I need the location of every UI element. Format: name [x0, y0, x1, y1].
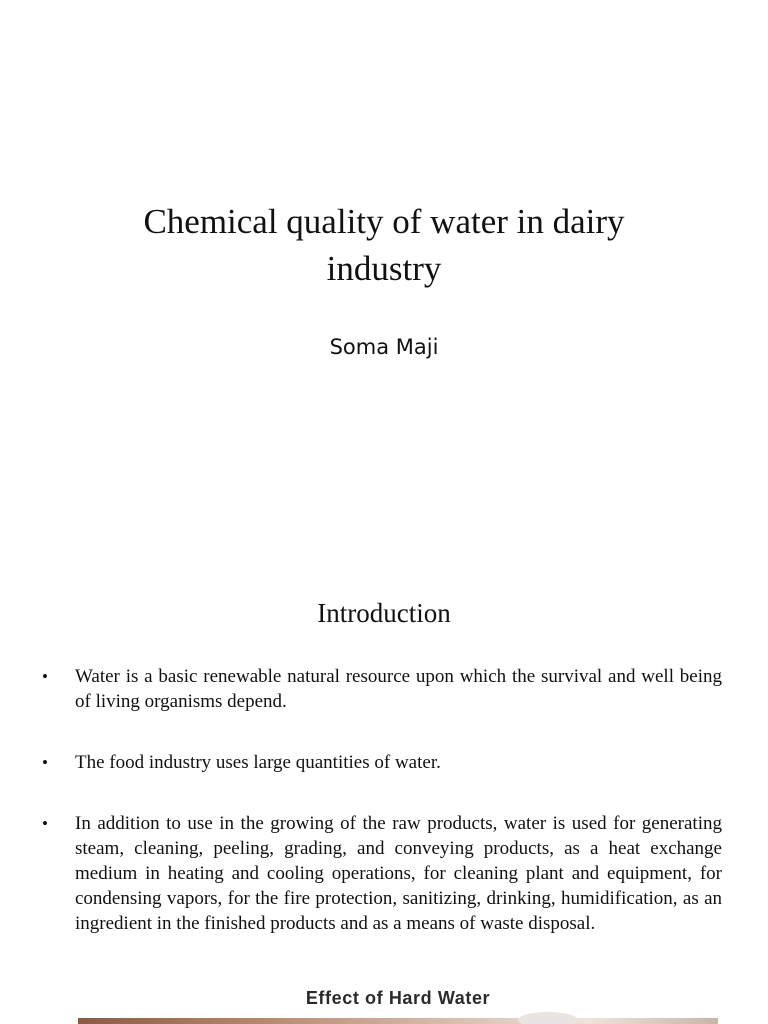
section-heading: Introduction: [317, 598, 451, 628]
document-title: Chemical quality of water in dairy industry: [143, 202, 625, 288]
figure-title: Effect of Hard Water: [305, 988, 491, 1008]
bullet-item: [40, 664, 722, 714]
bullet-text: In addition to use in the growing of the raw products, water is used for generating steam, cleaning, peeling, grading, and conveying products, as a heat exchange medium in heating and cooling operations, for cleaning plant and equipment, for condensing vapors, for the fire protection, sanitizing, drinking, humidification, as an ingredient in the finished products and as a means of waste disposal.: [75, 813, 722, 934]
bullet-icon: •: [42, 753, 48, 772]
author-name: Soma Maji: [329, 335, 439, 359]
bullet-item: [40, 811, 722, 936]
bullet-icon: •: [42, 814, 48, 833]
bullet-icon: •: [42, 667, 48, 686]
bullet-list: [40, 664, 722, 972]
hard-water-figure: [78, 982, 718, 1024]
bullet-text: The food industry uses large quantities of water.: [75, 752, 441, 773]
bullet-text: Water is a basic renewable natural resource upon which the survival and well being of living organisms depend.: [75, 666, 722, 712]
introduction-slide: [0, 560, 768, 1024]
figure-image-strip: [78, 1018, 718, 1024]
bullet-item: [40, 750, 722, 775]
figure-image-highlight: [518, 1012, 578, 1024]
